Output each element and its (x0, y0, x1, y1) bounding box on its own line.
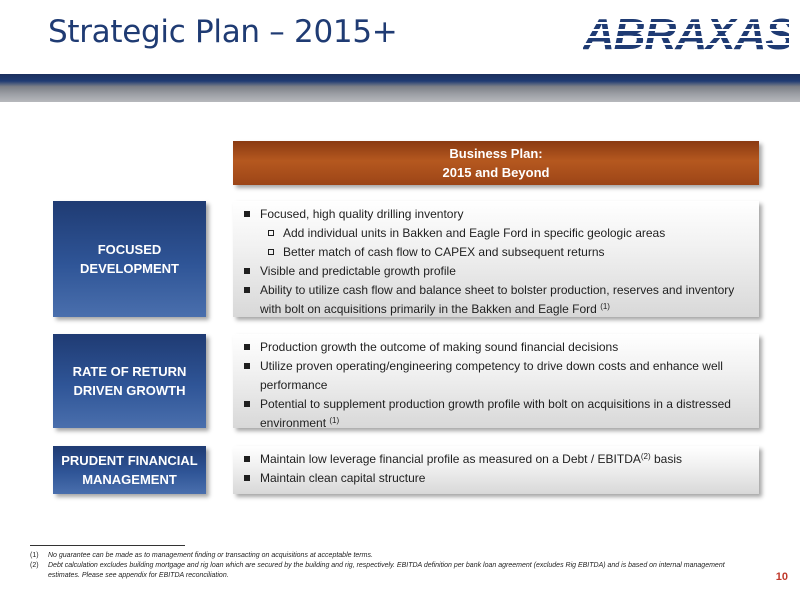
list-item (243, 205, 749, 224)
label-focused-development (53, 201, 206, 317)
footnote (30, 561, 730, 581)
label-line: MANAGEMENT (82, 472, 177, 487)
footnote-ref: (2) (640, 452, 651, 461)
footnote-number: (1) (30, 552, 39, 559)
bullet-text: Production growth the outcome of making sound financial decisions (260, 340, 619, 354)
business-plan-line2: 2015 and Beyond (442, 165, 550, 180)
square-bullet-icon (244, 456, 250, 462)
bullet-text: basis (650, 452, 682, 466)
list-item (243, 281, 749, 319)
label-line: RATE OF RETURN (72, 364, 187, 379)
list-item (243, 395, 749, 433)
square-bullet-icon (244, 401, 250, 407)
bullet-text: Focused, high quality drilling inventory (260, 207, 464, 221)
square-bullet-icon (244, 363, 250, 369)
list-item (243, 224, 749, 243)
hollow-square-bullet-icon (268, 230, 274, 236)
label-line: PRUDENT FINANCIAL (61, 453, 198, 468)
bullet-text: Maintain low leverage financial profile as measured on a Debt / EBITDA (260, 452, 641, 466)
header-band (0, 74, 800, 102)
hollow-square-bullet-icon (268, 249, 274, 255)
footnotes (30, 551, 730, 581)
bullet-text: Utilize proven operating/engineering competency to drive down costs and enhance well performance (260, 359, 723, 392)
bullet-text: Better match of cash flow to CAPEX and subsequent returns (283, 245, 605, 259)
list-item (243, 357, 749, 395)
content-focused-development (233, 201, 759, 317)
square-bullet-icon (244, 268, 250, 274)
logo-wordmark: ABRAXAS (583, 10, 794, 59)
page-title: Strategic Plan – 2015+ (48, 14, 398, 50)
footnote-ref: (1) (329, 416, 340, 425)
page-number: 10 (775, 571, 788, 583)
footnote-divider (30, 545, 185, 546)
square-bullet-icon (244, 344, 250, 350)
footnote-number: (2) (30, 562, 39, 569)
label-line: FOCUSED (97, 242, 162, 257)
bullet-text: Potential to supplement production growth profile with bolt on acquisitions in a distressed environment (260, 397, 731, 430)
square-bullet-icon (244, 211, 250, 217)
list-item (243, 469, 749, 488)
bullet-text: Ability to utilize cash flow and balance sheet to bolster production, reserves and inventory with bolt on acquisitions primarily in the Bakken and Eagle Ford (260, 283, 735, 316)
footnote (30, 551, 730, 561)
square-bullet-icon (244, 475, 250, 481)
footnote-text: Debt calculation excludes building mortgage and rig loan which are secured by the building and rig, respectively. EBITDA definition per bank loan agreement (excludes Rig EBITDA) and is based on internal management estimates. Please see appendix for EBITDA reconciliation. (48, 562, 725, 579)
label-line: DEVELOPMENT (80, 261, 179, 276)
square-bullet-icon (244, 287, 250, 293)
footnote-text: No guarantee can be made as to management finding or transacting on acquisitions at acceptable terms. (48, 552, 373, 559)
list-item (243, 262, 749, 281)
label-line: DRIVEN GROWTH (73, 383, 186, 398)
label-rate-of-return (53, 334, 206, 428)
bullet-text: Add individual units in Bakken and Eagle Ford in specific geologic areas (283, 226, 666, 240)
content-rate-of-return (233, 334, 759, 428)
content-prudent-financial (233, 446, 759, 494)
label-prudent-financial (53, 446, 206, 494)
list-item (243, 450, 749, 469)
business-plan-header (233, 141, 759, 185)
list-item (243, 243, 749, 262)
footnote-ref: (1) (600, 302, 610, 311)
bullet-text: Maintain clean capital structure (260, 471, 426, 485)
abraxas-logo (583, 10, 794, 60)
list-item (243, 338, 749, 357)
business-plan-line1: Business Plan: (449, 146, 543, 161)
bullet-text: Visible and predictable growth profile (260, 264, 456, 278)
